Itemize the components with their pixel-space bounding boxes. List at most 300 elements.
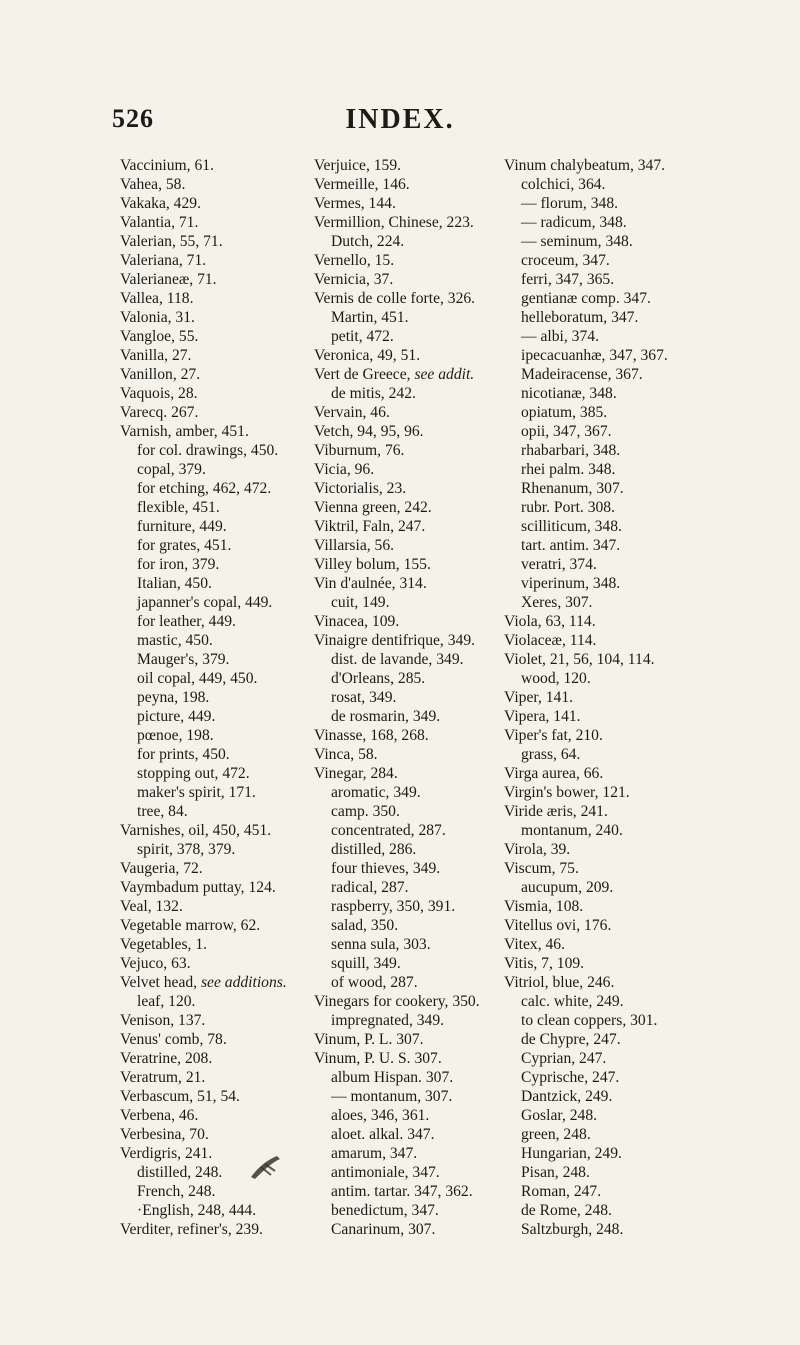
index-subentry	[120, 745, 325, 764]
index-entry-text: opiatum, 385.	[521, 404, 608, 421]
index-subentry	[504, 213, 800, 232]
index-entry-text: Pisan, 248.	[521, 1164, 590, 1181]
index-entry-text: calc. white, 249.	[521, 993, 624, 1010]
index-entry-text: Dantzick, 249.	[521, 1088, 613, 1105]
index-entry	[314, 175, 526, 194]
index-entry	[314, 346, 526, 365]
index-entry	[314, 460, 526, 479]
index-entry	[314, 289, 526, 308]
index-entry-text: — albi, 374.	[521, 328, 599, 345]
index-entry-text: Varecq. 267.	[120, 404, 199, 421]
index-entry	[504, 707, 800, 726]
index-entry-text: spirit, 378, 379.	[137, 841, 236, 858]
index-entry	[120, 859, 325, 878]
index-entry-text: Virgin's bower, 121.	[504, 784, 630, 801]
index-entry-text: album Hispan. 307.	[331, 1069, 454, 1086]
index-entry-text: Vakaka, 429.	[120, 195, 201, 212]
index-entry-text: japanner's copal, 449.	[137, 594, 273, 611]
index-subentry	[504, 593, 800, 612]
index-entry-text: for iron, 379.	[137, 556, 220, 573]
index-subentry	[504, 479, 800, 498]
index-entry-text: Roman, 247.	[521, 1183, 602, 1200]
index-subentry	[120, 536, 325, 555]
index-entry-text: Venus' comb, 78.	[120, 1031, 227, 1048]
index-entry-text: Vienna green, 242.	[314, 499, 432, 516]
index-entry	[314, 498, 526, 517]
index-entry-text: Veratrine, 208.	[120, 1050, 213, 1067]
index-entry-text: to clean coppers, 301.	[521, 1012, 658, 1029]
index-entry-text: croceum, 347.	[521, 252, 610, 269]
index-entry-text: — florum, 348.	[521, 195, 619, 212]
index-entry	[504, 954, 800, 973]
index-entry	[120, 935, 325, 954]
index-entry-text: maker's spirit, 171.	[137, 784, 256, 801]
index-entry-text: benedictum, 347.	[331, 1202, 439, 1219]
index-entry-text: raspberry, 350, 391.	[331, 898, 456, 915]
index-entry-text: French, 248.	[137, 1183, 216, 1200]
index-column-2	[314, 156, 526, 1239]
index-entry-text: stopping out, 472.	[137, 765, 250, 782]
index-entry-text: Varnish, amber, 451.	[120, 423, 249, 440]
index-entry-text: scilliticum, 348.	[521, 518, 622, 535]
index-subentry	[504, 574, 800, 593]
index-entry-text: Violet, 21, 56, 104, 114.	[504, 651, 655, 668]
index-entry	[120, 916, 325, 935]
index-entry	[120, 308, 325, 327]
index-entry-text: Vicia, 96.	[314, 461, 375, 478]
index-entry	[314, 441, 526, 460]
index-subentry	[120, 460, 325, 479]
index-entry	[314, 251, 526, 270]
index-entry-text: Vernis de colle forte, 326.	[314, 290, 476, 307]
index-entry-text: leaf, 120.	[137, 993, 196, 1010]
index-entry-text: cuit, 149.	[331, 594, 390, 611]
index-subentry	[504, 460, 800, 479]
index-subentry	[120, 650, 325, 669]
index-entry	[314, 612, 526, 631]
index-entry-text: of wood, 287.	[331, 974, 418, 991]
index-entry	[504, 916, 800, 935]
index-entry	[314, 422, 526, 441]
index-entry-text: squill, 349.	[331, 955, 401, 972]
index-subentry	[314, 935, 526, 954]
page-title: INDEX.	[345, 104, 455, 135]
index-entry-text: pœnoe, 198.	[137, 727, 214, 744]
index-entry	[120, 1011, 325, 1030]
index-entry-text: Vaugeria, 72.	[120, 860, 203, 877]
index-subentry	[314, 1144, 526, 1163]
index-entry-text: Vermeille, 146.	[314, 176, 410, 193]
index-entry-text: antimoniale, 347.	[331, 1164, 440, 1181]
index-subentry	[314, 1163, 526, 1182]
index-entry-text: Vegetable marrow, 62.	[120, 917, 261, 934]
index-entry-text: — montanum, 307.	[331, 1088, 453, 1105]
index-entry-text: distilled, 248.	[137, 1164, 223, 1181]
index-entry-text: Verbascum, 51, 54.	[120, 1088, 240, 1105]
index-subentry	[314, 1106, 526, 1125]
index-entry	[120, 897, 325, 916]
index-entry-text: Valerianeæ, 71.	[120, 271, 217, 288]
index-subentry	[504, 555, 800, 574]
index-entry	[120, 213, 325, 232]
index-entry-text: Vernello, 15.	[314, 252, 395, 269]
index-entry	[314, 536, 526, 555]
index-subentry	[120, 669, 325, 688]
index-entry	[120, 821, 325, 840]
index-entry	[314, 403, 526, 422]
index-entry	[504, 935, 800, 954]
index-entry-text: Viper's fat, 210.	[504, 727, 603, 744]
index-entry-text: Vinca, 58.	[314, 746, 378, 763]
index-subentry	[504, 878, 800, 897]
index-entry-text: four thieves, 349.	[331, 860, 441, 877]
index-entry-text: petit, 472.	[331, 328, 394, 345]
index-subentry	[314, 308, 526, 327]
index-entry-text: Valerian, 55, 71.	[120, 233, 223, 250]
index-entry	[314, 479, 526, 498]
index-subentry	[314, 707, 526, 726]
index-entry-text: Vismia, 108.	[504, 898, 584, 915]
index-subentry	[504, 1049, 800, 1068]
index-entry-text: Italian, 450.	[137, 575, 212, 592]
index-entry-text: peyna, 198.	[137, 689, 210, 706]
index-entry	[504, 612, 800, 631]
index-entry-text: rubr. Port. 308.	[521, 499, 615, 516]
index-entry-text: Mauger's, 379.	[137, 651, 230, 668]
index-entry-text: Martin, 451.	[331, 309, 409, 326]
index-entry-text: colchici, 364.	[521, 176, 606, 193]
index-subentry	[504, 194, 800, 213]
index-subentry	[504, 270, 800, 289]
index-entry-text: — seminum, 348.	[521, 233, 633, 250]
index-entry-text: aloet. alkal. 347.	[331, 1126, 435, 1143]
index-entry	[120, 878, 325, 897]
index-entry-text: Vallea, 118.	[120, 290, 194, 307]
index-subentry	[120, 517, 325, 536]
index-entry-text: Valantia, 71.	[120, 214, 199, 231]
index-subentry	[120, 688, 325, 707]
index-subentry	[504, 745, 800, 764]
index-subentry	[504, 992, 800, 1011]
index-entry	[504, 840, 800, 859]
index-entry-text: rosat, 349.	[331, 689, 397, 706]
index-entry-text: oil copal, 449, 450.	[137, 670, 258, 687]
index-entry	[120, 1087, 325, 1106]
index-entry-text: Villey bolum, 155.	[314, 556, 431, 573]
index-subentry	[120, 479, 325, 498]
index-entry-text: dist. de lavande, 349.	[331, 651, 464, 668]
index-entry-text: for grates, 451.	[137, 537, 232, 554]
index-entry-text: tree, 84.	[137, 803, 188, 820]
index-entry-text: Cyprische, 247.	[521, 1069, 620, 1086]
index-entry-text: Vetch, 94, 95, 96.	[314, 423, 424, 440]
index-entry-text: montanum, 240.	[521, 822, 623, 839]
index-subentry	[504, 1201, 800, 1220]
index-subentry	[120, 992, 325, 1011]
index-entry	[314, 365, 526, 384]
index-subentry	[314, 1182, 526, 1201]
index-subentry	[314, 897, 526, 916]
index-entry-text: Vipera, 141.	[504, 708, 581, 725]
index-subentry	[504, 422, 800, 441]
index-subentry	[314, 593, 526, 612]
index-entry	[504, 631, 800, 650]
index-entry	[120, 175, 325, 194]
index-subentry	[504, 403, 800, 422]
index-entry-text: Vegetables, 1.	[120, 936, 208, 953]
index-subentry	[314, 878, 526, 897]
index-subentry	[120, 593, 325, 612]
index-entry-text: Veal, 132.	[120, 898, 183, 915]
index-subentry	[314, 669, 526, 688]
index-subentry	[120, 1182, 325, 1201]
index-entry-text: for col. drawings, 450.	[137, 442, 279, 459]
index-entry-text: Velvet head,	[120, 974, 201, 991]
index-entry-text: veratri, 374.	[521, 556, 597, 573]
index-entry-text: Venison, 137.	[120, 1012, 206, 1029]
index-entry-text: rhabarbari, 348.	[521, 442, 621, 459]
index-entry-text: impregnated, 349.	[331, 1012, 445, 1029]
index-cross-reference: see addit.	[414, 366, 475, 383]
index-subentry	[504, 384, 800, 403]
index-entry-text: helleboratum, 347.	[521, 309, 639, 326]
index-entry-text: d'Orleans, 285.	[331, 670, 426, 687]
index-entry	[120, 1144, 325, 1163]
index-entry	[120, 384, 325, 403]
index-subentry	[120, 783, 325, 802]
index-subentry	[120, 707, 325, 726]
index-entry-text: Vaccinium, 61.	[120, 157, 214, 174]
index-entry	[314, 156, 526, 175]
index-entry	[120, 346, 325, 365]
index-subentry	[314, 973, 526, 992]
index-entry-text: Vinum, P. L. 307.	[314, 1031, 424, 1048]
index-entry-text: green, 248.	[521, 1126, 591, 1143]
index-subentry	[314, 916, 526, 935]
index-entry-text: Verbena, 46.	[120, 1107, 199, 1124]
index-entry-text: — radicum, 348.	[521, 214, 627, 231]
index-entry	[504, 156, 800, 175]
index-entry	[314, 213, 526, 232]
index-entry-text: Vinegar, 284.	[314, 765, 398, 782]
index-subentry	[504, 536, 800, 555]
index-entry-text: mastic, 450.	[137, 632, 213, 649]
index-entry-text: salad, 350.	[331, 917, 399, 934]
index-entry-text: Vin d'aulnée, 314.	[314, 575, 427, 592]
index-entry-text: Vinegars for cookery, 350.	[314, 993, 480, 1010]
index-entry-text: Rhenanum, 307.	[521, 480, 624, 497]
index-subentry	[504, 175, 800, 194]
index-entry	[120, 365, 325, 384]
index-subentry	[504, 1220, 800, 1239]
index-entry-text: Verjuice, 159.	[314, 157, 402, 174]
index-subentry	[504, 289, 800, 308]
index-entry-text: Xeres, 307.	[521, 594, 593, 611]
index-entry-text: flexible, 451.	[137, 499, 220, 516]
index-entry-text: Viper, 141.	[504, 689, 574, 706]
index-entry-text: Canarinum, 307.	[331, 1221, 436, 1238]
index-entry	[120, 156, 325, 175]
index-entry-text: tart. antim. 347.	[521, 537, 621, 554]
index-entry-text: Valonia, 31.	[120, 309, 195, 326]
index-entry	[120, 1030, 325, 1049]
index-entry-text: Madeiracense, 367.	[521, 366, 643, 383]
index-entry-text: Virga aurea, 66.	[504, 765, 604, 782]
index-entry-text: Victorialis, 23.	[314, 480, 407, 497]
index-entry-text: ferri, 347, 365.	[521, 271, 615, 288]
index-entry	[504, 783, 800, 802]
index-entry-text: Vinum chalybeatum, 347.	[504, 157, 666, 174]
index-entry-text: furniture, 449.	[137, 518, 227, 535]
index-entry-text: camp. 350.	[331, 803, 400, 820]
index-entry	[504, 973, 800, 992]
index-entry	[504, 764, 800, 783]
index-subentry	[504, 1182, 800, 1201]
index-subentry	[314, 1087, 526, 1106]
index-entry	[314, 745, 526, 764]
index-entry-text: Vitriol, blue, 246.	[504, 974, 615, 991]
index-entry	[314, 574, 526, 593]
index-entry-text: rhei palm. 348.	[521, 461, 616, 478]
index-entry-text: Veratrum, 21.	[120, 1069, 206, 1086]
index-subentry	[504, 1068, 800, 1087]
index-entry-text: amarum, 347.	[331, 1145, 418, 1162]
index-entry	[120, 270, 325, 289]
index-entry	[504, 688, 800, 707]
index-subentry	[314, 802, 526, 821]
index-entry-text: de rosmarin, 349.	[331, 708, 441, 725]
index-entry	[504, 897, 800, 916]
index-entry-text: Saltzburgh, 248.	[521, 1221, 624, 1238]
index-entry-text: aucupum, 209.	[521, 879, 614, 896]
index-entry-text: Vaymbadum puttay, 124.	[120, 879, 276, 896]
index-entry	[120, 403, 325, 422]
index-entry	[120, 289, 325, 308]
index-entry-text: Vangloe, 55.	[120, 328, 199, 345]
index-entry-text: Cyprian, 247.	[521, 1050, 607, 1067]
index-subentry	[314, 821, 526, 840]
pencil-mark-icon	[247, 1153, 283, 1181]
index-entry	[120, 1068, 325, 1087]
index-entry	[120, 251, 325, 270]
index-entry-text: Verditer, refiner's, 239.	[120, 1221, 263, 1238]
index-subentry	[120, 726, 325, 745]
index-subentry	[504, 1125, 800, 1144]
index-entry-text: nicotianæ, 348.	[521, 385, 617, 402]
index-subentry	[504, 327, 800, 346]
index-subentry	[504, 821, 800, 840]
index-entry-text: de Chypre, 247.	[521, 1031, 621, 1048]
index-subentry	[120, 631, 325, 650]
index-subentry	[120, 612, 325, 631]
index-entry-text: Vinum, P. U. S. 307.	[314, 1050, 442, 1067]
index-entry	[314, 270, 526, 289]
index-entry-text: Vermes, 144.	[314, 195, 396, 212]
index-subentry	[504, 669, 800, 688]
index-subentry	[314, 384, 526, 403]
index-entry-text: Vejuco, 63.	[120, 955, 191, 972]
index-entry-text: wood, 120.	[521, 670, 591, 687]
index-entry-text: Vahea, 58.	[120, 176, 186, 193]
index-entry	[120, 1049, 325, 1068]
index-entry-text: Veronica, 49, 51.	[314, 347, 421, 364]
index-entry-text: Vanillon, 27.	[120, 366, 201, 383]
index-subentry	[120, 555, 325, 574]
index-subentry	[314, 783, 526, 802]
index-entry-text: for etching, 462, 472.	[137, 480, 272, 497]
index-entry-text: Villarsia, 56.	[314, 537, 395, 554]
index-entry-text: Vinaigre dentifrique, 349.	[314, 632, 476, 649]
index-entry-text: for leather, 449.	[137, 613, 236, 630]
index-subentry	[120, 574, 325, 593]
index-subentry	[314, 650, 526, 669]
index-entry-text: distilled, 286.	[331, 841, 417, 858]
index-entry-text: opii, 347, 367.	[521, 423, 612, 440]
index-entry	[120, 954, 325, 973]
index-entry-text: copal, 379.	[137, 461, 206, 478]
index-subentry	[504, 232, 800, 251]
index-subentry	[504, 1163, 800, 1182]
index-entry-text: de mitis, 242.	[331, 385, 416, 402]
index-entry-text: Viola, 63, 114.	[504, 613, 596, 630]
index-entry	[314, 1049, 526, 1068]
index-entry	[314, 631, 526, 650]
index-subentry	[504, 441, 800, 460]
index-subentry	[504, 1144, 800, 1163]
index-entry-text: Verbesina, 70.	[120, 1126, 209, 1143]
index-entry-text: Vert de Greece,	[314, 366, 415, 383]
index-entry	[314, 992, 526, 1011]
index-entry-text: Verdigris, 241.	[120, 1145, 213, 1162]
index-entry-text: for prints, 450.	[137, 746, 230, 763]
index-entry-text: Dutch, 224.	[331, 233, 405, 250]
index-entry-text: Vaquois, 28.	[120, 385, 198, 402]
index-entry-text: de Rome, 248.	[521, 1202, 612, 1219]
index-entry	[120, 232, 325, 251]
index-subentry	[504, 1087, 800, 1106]
index-entry-text: ·English, 248, 444.	[137, 1202, 257, 1219]
index-entry-text: grass, 64.	[521, 746, 581, 763]
index-entry-text: Viktril, Faln, 247.	[314, 518, 426, 535]
index-entry-text: gentianæ comp. 347.	[521, 290, 651, 307]
index-column-1	[120, 156, 325, 1239]
index-subentry	[314, 1125, 526, 1144]
index-entry-text: Vanilla, 27.	[120, 347, 192, 364]
index-entry-text: Vitex, 46.	[504, 936, 565, 953]
index-subentry	[504, 498, 800, 517]
index-entry-text: aloes, 346, 361.	[331, 1107, 430, 1124]
index-entry-text: Vernicia, 37.	[314, 271, 394, 288]
index-entry-text: Vinasse, 168, 268.	[314, 727, 429, 744]
index-entry-text: Valeriana, 71.	[120, 252, 207, 269]
index-cross-reference: see additions.	[200, 974, 287, 991]
index-entry	[314, 1030, 526, 1049]
index-subentry	[314, 1068, 526, 1087]
index-entry	[504, 859, 800, 878]
index-entry-text: picture, 449.	[137, 708, 216, 725]
index-entry	[314, 194, 526, 213]
index-subentry	[120, 498, 325, 517]
index-subentry	[314, 1201, 526, 1220]
index-entry-text: Virola, 39.	[504, 841, 571, 858]
index-subentry	[120, 764, 325, 783]
index-entry-text: antim. tartar. 347, 362.	[331, 1183, 473, 1200]
page-header	[0, 104, 800, 138]
index-entry-text: Vitis, 7, 109.	[504, 955, 585, 972]
page-number: 526	[112, 104, 154, 133]
index-entry	[120, 194, 325, 213]
index-entry-text: Viburnum, 76.	[314, 442, 405, 459]
